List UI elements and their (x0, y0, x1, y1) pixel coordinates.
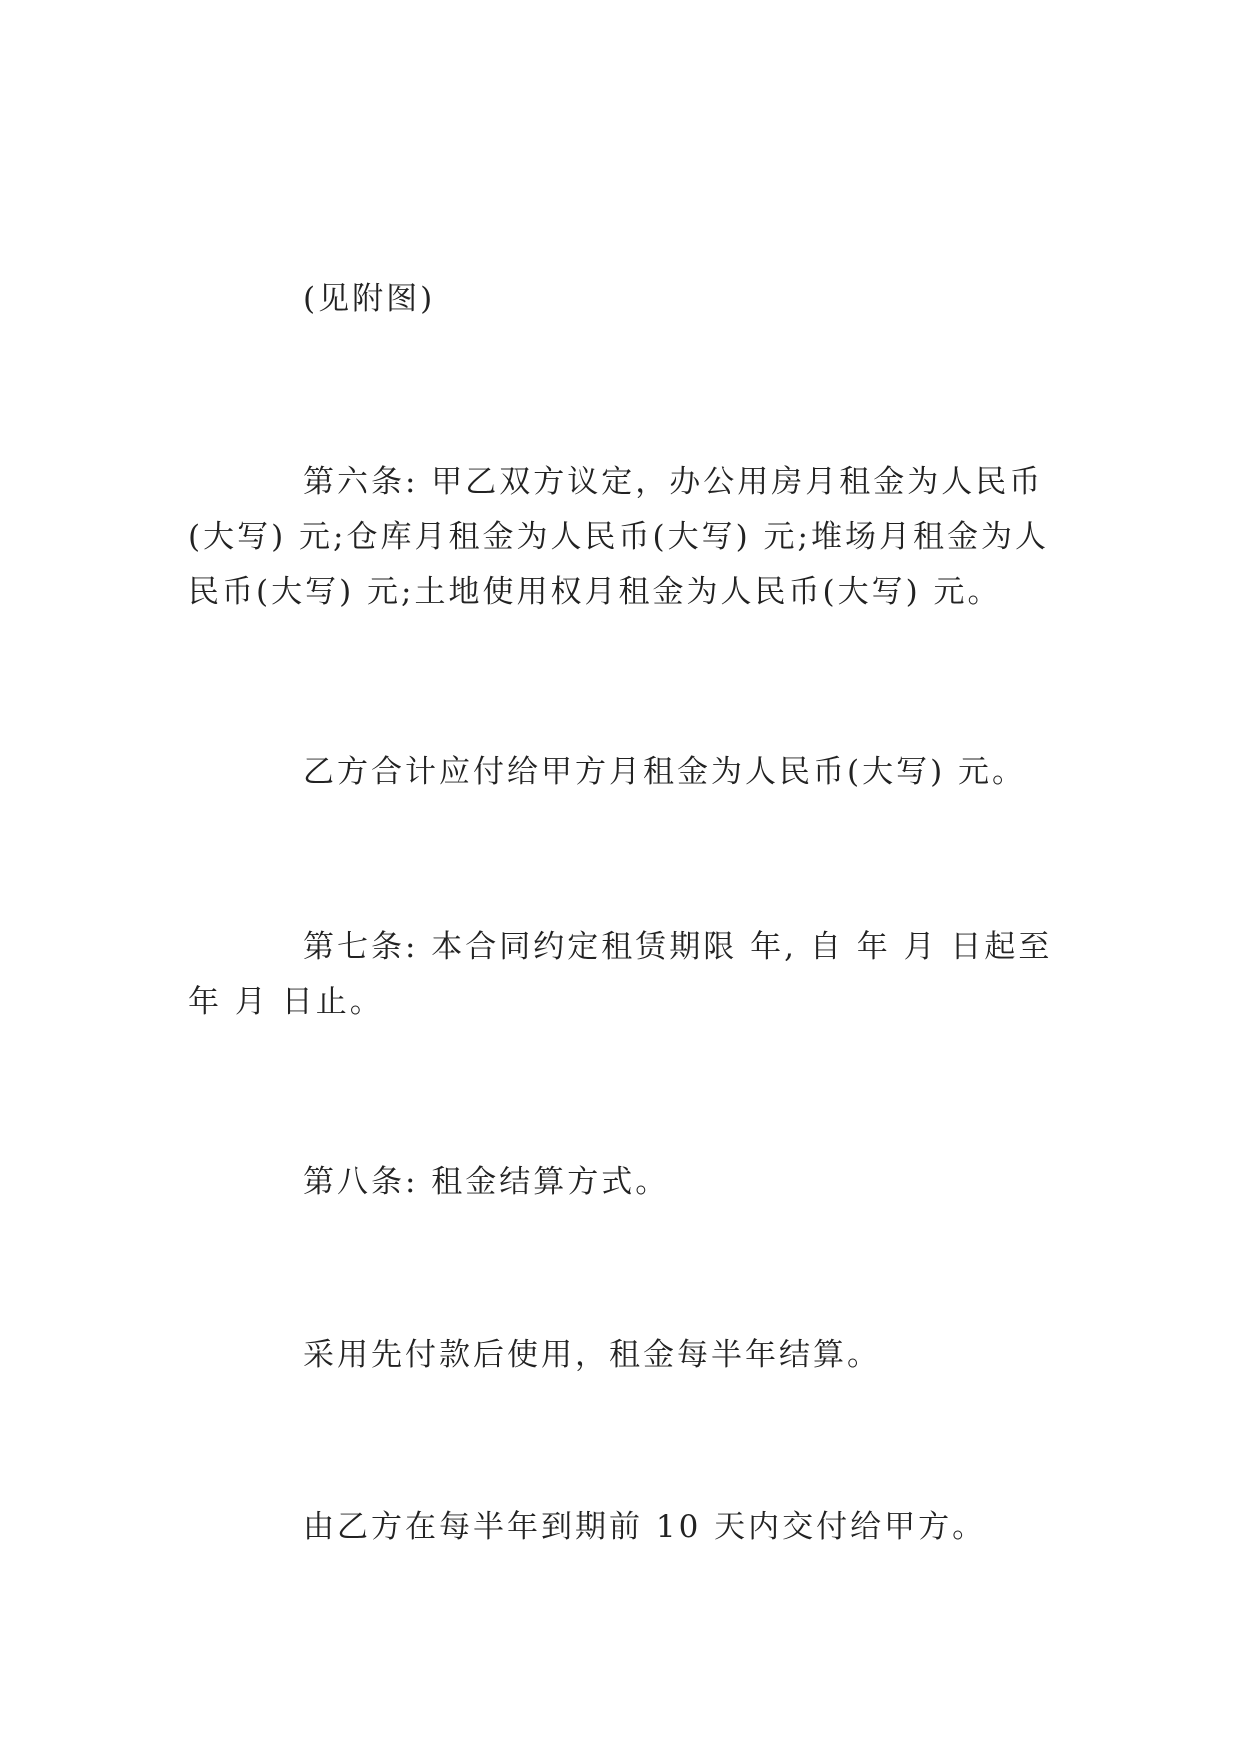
paragraph-article-7: 第七条: 本合同约定租赁期限 年, 自 年 月 日起至 年 月 日止。 (188, 929, 1066, 1020)
paragraph-payment-deadline: 由乙方在每半年到期前 10 天内交付给甲方。 (303, 1509, 987, 1545)
paragraph-article-8: 第八条: 租金结算方式。 (303, 1164, 670, 1200)
paragraph-payment-method: 采用先付款后使用，租金每半年结算。 (303, 1337, 881, 1373)
paragraph-article-6: 第六条: 甲乙双方议定，办公用房月租金为人民币(大写) 元;仓库月租金为人民币(大写) 元;堆场月租金为人民币(大写) 元;土地使用权月租金为人民币(大写) 元。 (188, 464, 1049, 610)
paragraph-attachment-note: (见附图) (303, 281, 436, 317)
paragraph-total-rent: 乙方合计应付给甲方月租金为人民币(大写) 元。 (303, 754, 1027, 790)
